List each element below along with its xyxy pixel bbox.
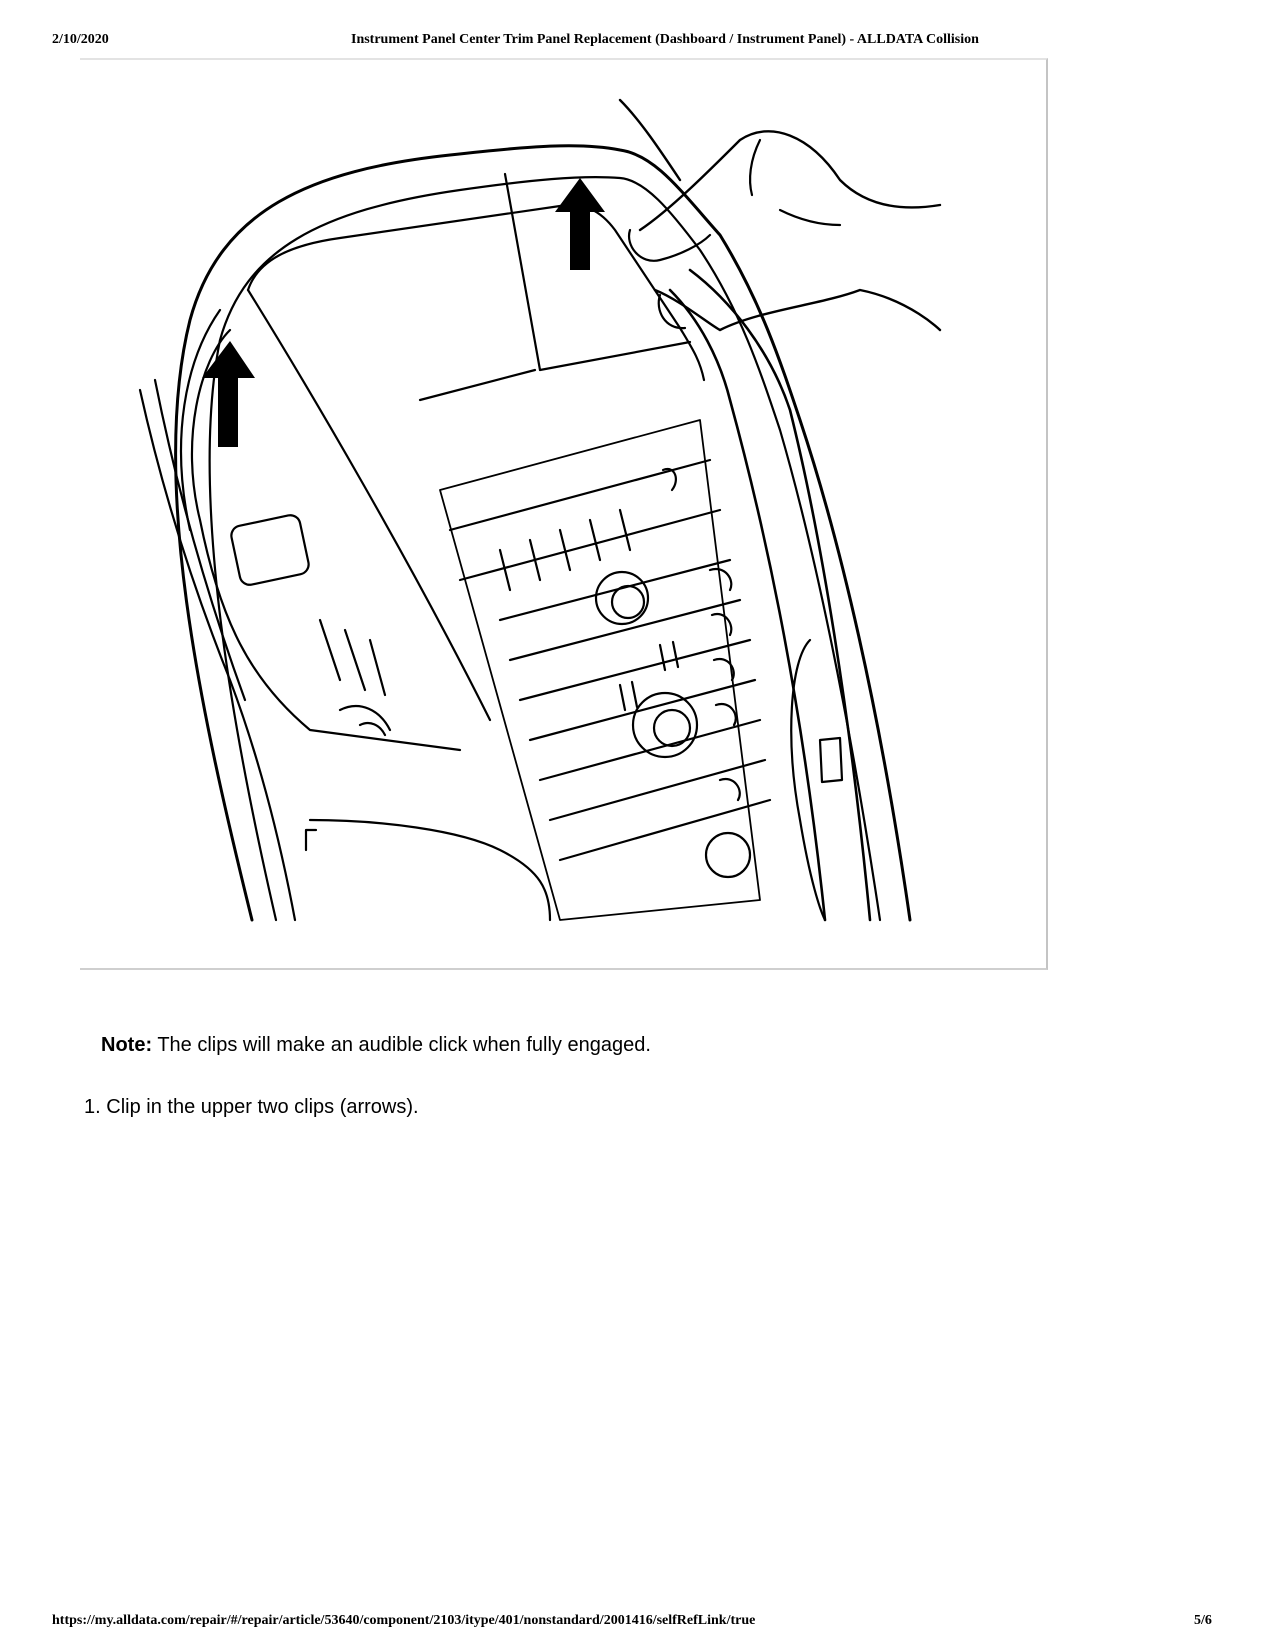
note-label: Note: [101,1034,153,1056]
up-arrow-icon [555,178,605,270]
illustration-frame [80,58,1048,970]
note-paragraph [101,1034,651,1057]
trim-panel-illustration [80,60,1046,970]
print-date: 2/10/2020 [52,32,109,47]
note-text: The clips will make an audible click when fully engaged. [157,1034,651,1056]
footer-url: https://my.alldata.com/repair/#/repair/article/53640/component/2103/itype/401/nonstandard/2001416/selfRefLink/true [52,1613,756,1628]
document-title: Instrument Panel Center Trim Panel Replacement (Dashboard / Instrument Panel) - ALLDATA Collision [351,32,979,47]
page-number: 5/6 [1194,1613,1212,1628]
trim-bezel-outline [175,146,910,920]
step-number: 1. [84,1096,101,1118]
display-opening [248,205,704,380]
step-item [84,1096,419,1119]
step-text: Clip in the upper two clips (arrows). [106,1096,419,1118]
